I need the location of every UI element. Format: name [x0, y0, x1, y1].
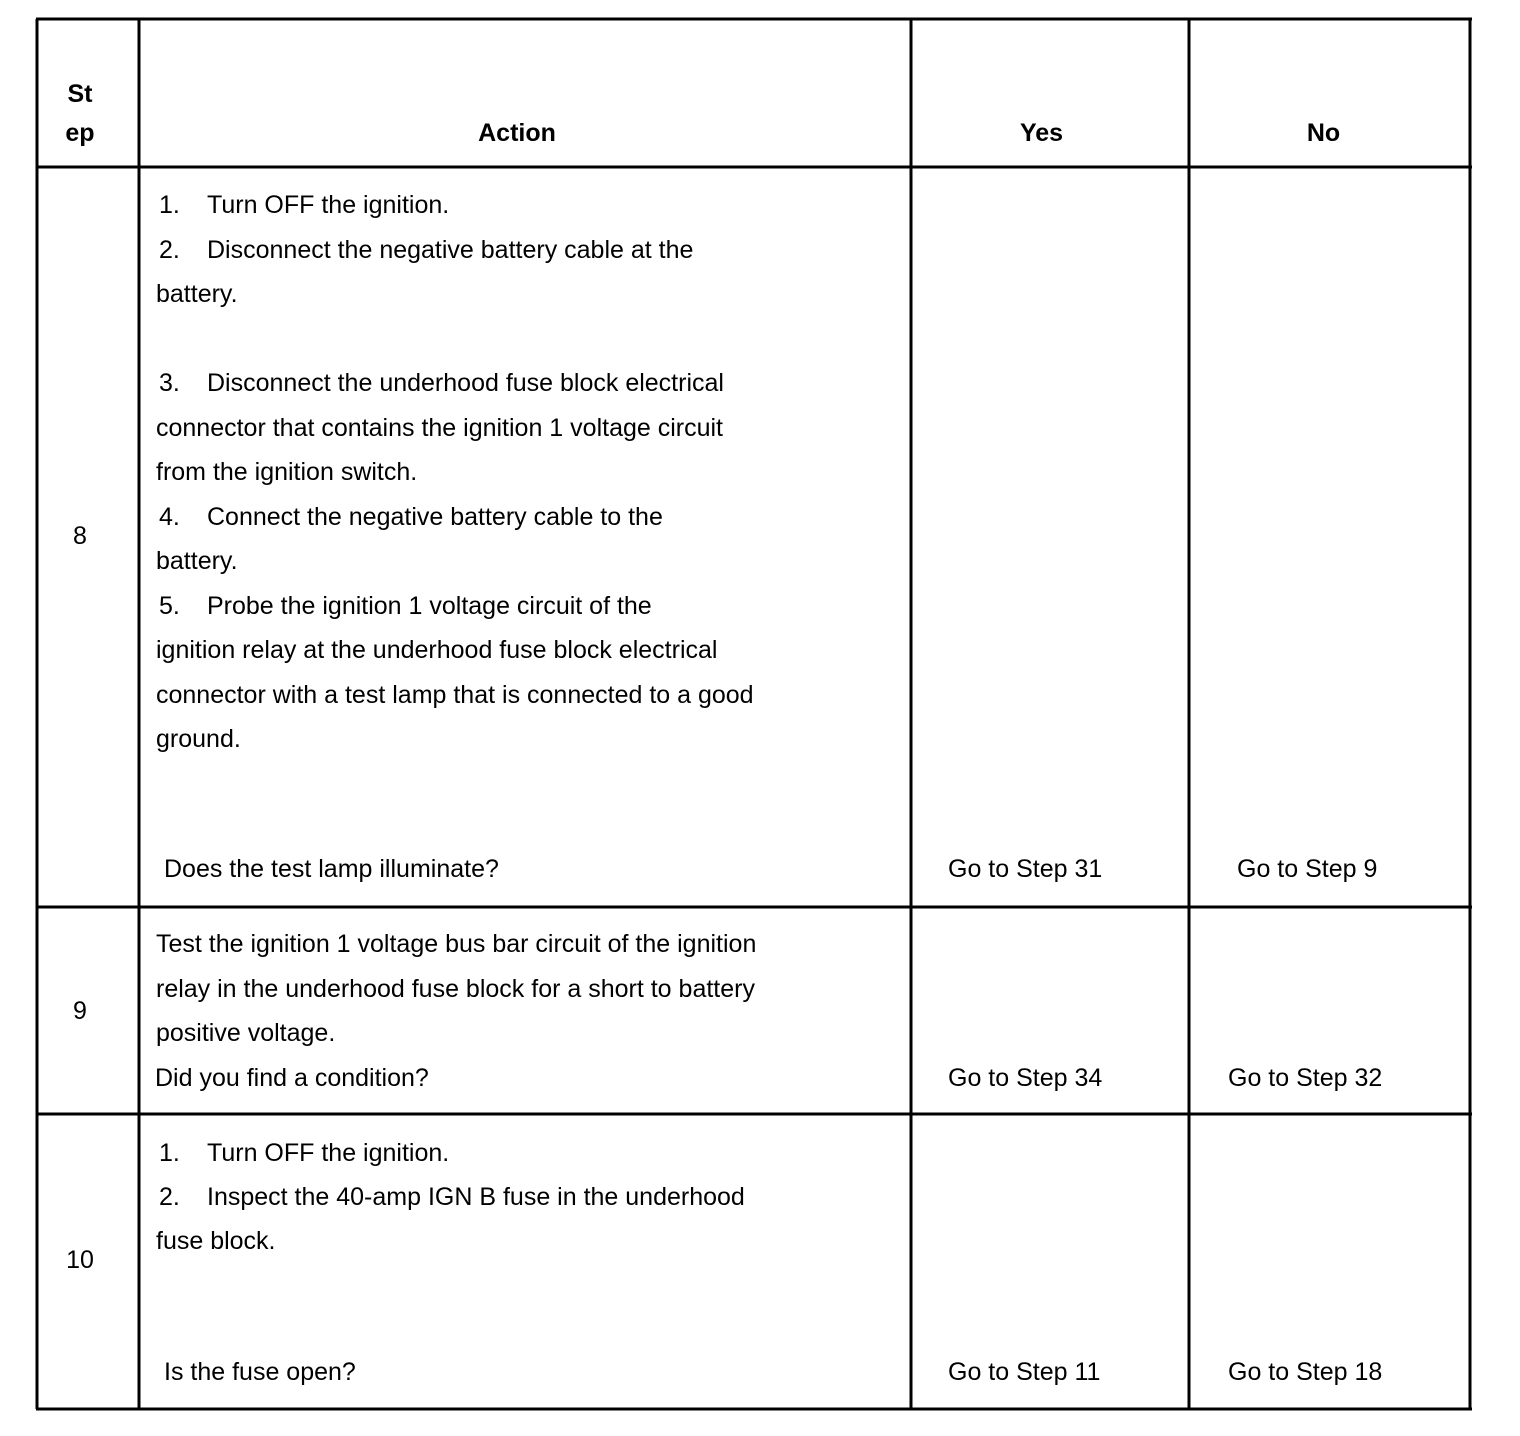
list-text: Disconnect the negative battery cable at the: [207, 236, 694, 264]
list-number: 2.: [159, 1183, 180, 1211]
action-question: Is the fuse open?: [164, 1358, 356, 1386]
list-number: 4.: [159, 503, 180, 531]
action-line: [159, 368, 724, 398]
list-number: 1.: [159, 191, 180, 219]
action-line: positive voltage.: [156, 1019, 336, 1047]
action-line: Test the ignition 1 voltage bus bar circuit of the ignition: [156, 930, 757, 958]
list-text: Inspect the 40-amp IGN B fuse in the underhood: [207, 1183, 745, 1211]
action-line: from the ignition switch.: [156, 458, 418, 486]
list-text: Turn OFF the ignition.: [207, 191, 450, 219]
action-line: ignition relay at the underhood fuse block electrical: [156, 636, 718, 664]
list-text: Connect the negative battery cable to the: [207, 503, 663, 531]
list-number: 2.: [159, 236, 180, 264]
list-text: Turn OFF the ignition.: [207, 1139, 450, 1167]
action-line: connector that contains the ignition 1 voltage circuit: [156, 414, 724, 442]
action-line: [159, 591, 652, 621]
action-line: [159, 1182, 745, 1212]
header-no: No: [1306, 119, 1341, 147]
no-result-10: Go to Step 18: [1228, 1358, 1383, 1386]
step-number-8: 8: [73, 522, 87, 550]
step-number-9: 9: [73, 997, 87, 1025]
header-yes: Yes: [1019, 119, 1064, 147]
header-action: Action: [478, 119, 556, 147]
list-number: 1.: [159, 1139, 180, 1167]
list-text: Disconnect the underhood fuse block electrical: [207, 369, 724, 397]
no-result-9: Go to Step 32: [1228, 1064, 1383, 1092]
action-line: [159, 190, 449, 220]
action-line: [159, 235, 693, 265]
step-number-10: 10: [66, 1246, 94, 1274]
action-line: battery.: [156, 280, 238, 308]
header-step-line1: St: [67, 80, 93, 108]
action-line: fuse block.: [156, 1227, 276, 1255]
list-number: 3.: [159, 369, 180, 397]
list-text: Probe the ignition 1 voltage circuit of the: [207, 592, 652, 620]
action-line: battery.: [156, 547, 238, 575]
action-question: Did you find a condition?: [155, 1064, 429, 1092]
action-question: Does the test lamp illuminate?: [164, 855, 499, 883]
action-line: connector with a test lamp that is connected to a good: [156, 681, 754, 709]
action-line: ground.: [156, 725, 241, 753]
action-line: relay in the underhood fuse block for a short to battery: [156, 975, 755, 1003]
header-step-line2: ep: [65, 119, 95, 147]
action-line: [159, 502, 663, 532]
yes-result-10: Go to Step 11: [948, 1358, 1101, 1386]
no-result-8: Go to Step 9: [1237, 855, 1378, 883]
action-line: [159, 1138, 449, 1168]
yes-result-9: Go to Step 34: [948, 1064, 1103, 1092]
list-number: 5.: [159, 592, 180, 620]
yes-result-8: Go to Step 31: [948, 855, 1103, 883]
